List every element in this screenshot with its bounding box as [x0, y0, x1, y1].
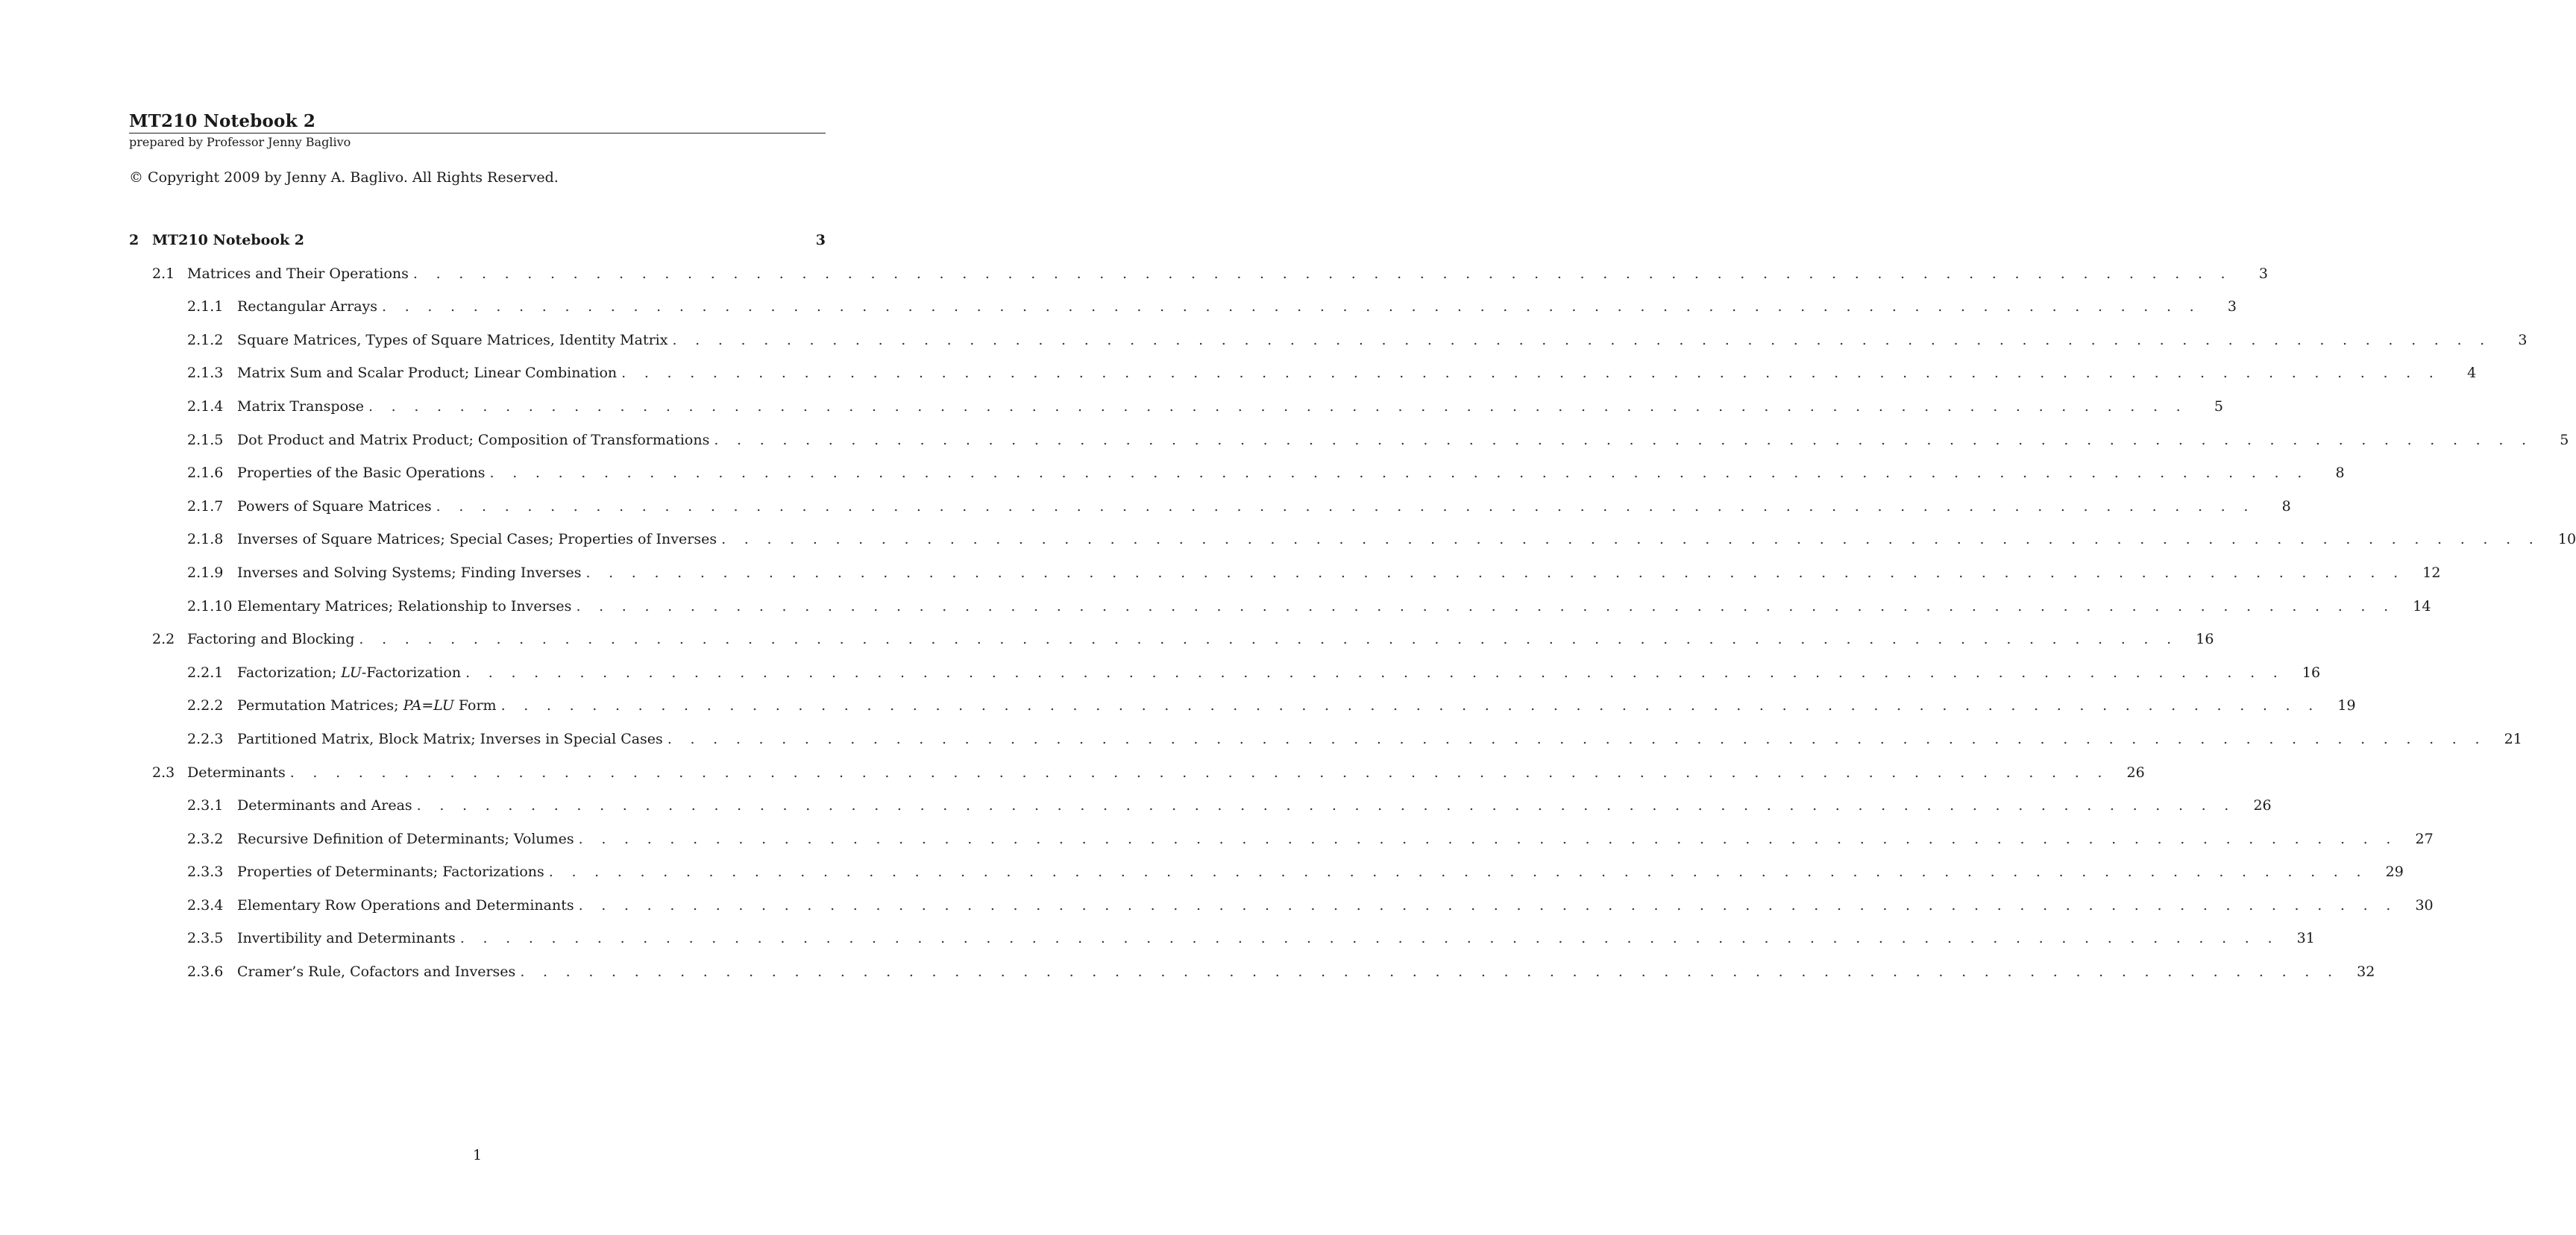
toc-chapter-number: 2 — [129, 232, 139, 248]
toc-leader: . . . . . . . . . . . . . . . . . . . . . . . . . . . . . . . . . . . . . . . . . . . . . . . . . . . . . . . . . . . . . . . . . . . . . . . . . . . . . . . . — [368, 397, 2187, 415]
toc-entry-title-math: LU — [341, 664, 362, 681]
toc-entry-number: 2.1.1 — [187, 298, 224, 315]
toc-entry-number: 2.2 — [152, 631, 175, 648]
toc-entry-title: Elementary Matrices; Relationship to Inverses — [237, 597, 572, 615]
toc-entry-number: 2.1.3 — [187, 365, 224, 382]
toc-entry-number: 2.3.5 — [187, 930, 224, 947]
toc-leader: . . . . . . . . . . . . . . . . . . . . . . . . . . . . . . . . . . . . . . . . . . . . . . . . . . . . . . . . . . . . . . . . . . . . . . . . . . . . . . . . — [578, 896, 2398, 914]
toc-entry-number: 2.3.4 — [187, 896, 224, 914]
toc-entry-number: 2.2.3 — [187, 730, 224, 747]
toc-entry-2-1-7[interactable] — [129, 497, 2291, 532]
toc-entry-title: Determinants and Areas — [237, 797, 412, 814]
toc-entry-title: Matrix Transpose — [237, 397, 364, 415]
page-number: 1 — [472, 1147, 483, 1163]
toc-entry-number: 2.3.3 — [187, 864, 224, 881]
toc-leader: . . . . . . . . . . . . . . . . . . . . . . . . . . . . . . . . . . . . . . . . . . . . . . . . . . . . . . . . . . . . . . . . . . . . . . . . . . . . . . . . — [721, 531, 2541, 548]
toc-entry-number: 2.1.9 — [187, 564, 224, 581]
toc-entry-page: 27 — [2415, 830, 2434, 847]
toc-leader: . . . . . . . . . . . . . . . . . . . . . . . . . . . . . . . . . . . . . . . . . . . . . . . . . . . . . . . . . . . . . . . . . . . . . . . . . . . . . . . . — [585, 564, 2405, 581]
toc-entry-title-math: PA=LU — [403, 697, 454, 714]
toc-entry-title: Properties of Determinants; Factorizations — [237, 864, 544, 881]
toc-entry-2-1-10[interactable] — [129, 597, 2431, 632]
toc-leader: . . . . . . . . . . . . . . . . . . . . . . . . . . . . . . . . . . . . . . . . . . . . . . . . . . . . . . . . . . . . . . . . . . . . . . . . . . . . . . . . — [416, 797, 2236, 814]
toc-entry-page: 26 — [2253, 797, 2272, 814]
toc-entry-title: Matrix Sum and Scalar Product; Linear Combination — [237, 365, 618, 382]
toc-entry-2-3-1[interactable] — [129, 797, 2272, 831]
toc-entry-2-2-2[interactable] — [129, 697, 2356, 731]
toc-entry-2-1-8[interactable] — [129, 531, 2576, 565]
toc-entry-2-3-4[interactable] — [129, 896, 2434, 931]
toc-entry-page: 8 — [2281, 497, 2291, 515]
toc-entry-number: 2.1.8 — [187, 531, 224, 548]
toc-entry-title — [237, 664, 465, 681]
toc-entry-number: 2.3 — [152, 764, 175, 781]
toc-entry-title: Inverses of Square Matrices; Special Cases; Properties of Inverses — [237, 531, 717, 548]
toc-entry-title: Cramer’s Rule, Cofactors and Inverses — [237, 964, 516, 981]
toc-entry-page: 21 — [2504, 730, 2522, 747]
toc-entry-page: 32 — [2357, 964, 2375, 981]
toc-entry-page: 30 — [2415, 896, 2434, 914]
toc-entry-page: 26 — [2126, 764, 2145, 781]
toc-leader: . . . . . . . . . . . . . . . . . . . . . . . . . . . . . . . . . . . . . . . . . . . . . . . . . . . . . . . . . . . . . . . . . . . . . . . . . . . . . . . . — [382, 298, 2202, 315]
toc-leader: . . . . . . . . . . . . . . . . . . . . . . . . . . . . . . . . . . . . . . . . . . . . . . . . . . . . . . . . . . . . . . . . . . . . . . . . . . . . . . . . — [289, 764, 2109, 781]
toc-entry-number: 2.3.6 — [187, 964, 224, 981]
toc-entry-number: 2.3.1 — [187, 797, 224, 814]
toc-entry-page: 5 — [2560, 431, 2569, 448]
toc-entry-2-1-6[interactable] — [129, 465, 2345, 498]
toc-entry-number: 2.2.2 — [187, 697, 224, 714]
toc-entry-page: 10 — [2557, 531, 2576, 548]
toc-leader: . . . . . . . . . . . . . . . . . . . . . . . . . . . . . . . . . . . . . . . . . . . . . . . . . . . . . . . . . . . . . . . . . . . . . . . . . . . . . . . . — [714, 431, 2533, 448]
document-subtitle: prepared by Professor Jenny Baglivo — [129, 135, 351, 149]
toc-entry-number: 2.1 — [152, 265, 175, 282]
toc-entry-title: Properties of the Basic Operations — [237, 465, 486, 482]
document-page — [129, 110, 2576, 997]
toc-entry-title-pre: Factorization; — [237, 664, 342, 681]
toc-entry-title: Square Matrices, Types of Square Matrices, Identity Matrix — [237, 331, 668, 348]
copyright-icon: © — [129, 169, 143, 186]
toc-entry-title: Factoring and Blocking — [187, 631, 355, 648]
toc-entry-2-3-3[interactable] — [129, 864, 2404, 897]
toc-leader: . . . . . . . . . . . . . . . . . . . . . . . . . . . . . . . . . . . . . . . . . . . . . . . . . . . . . . . . . . . . . . . . . . . . . . . . . . . . . . . . — [578, 830, 2398, 847]
toc-leader: . . . . . . . . . . . . . . . . . . . . . . . . . . . . . . . . . . . . . . . . . . . . . . . . . . . . . . . . . . . . . . . . . . . . . . . . . . . . . . . . — [548, 864, 2368, 881]
toc-leader: . . . . . . . . . . . . . . . . . . . . . . . . . . . . . . . . . . . . . . . . . . . . . . . . . . . . . . . . . . . . . . . . . . . . . . . . . . . . . . . . — [621, 365, 2441, 382]
toc-entry-page: 3 — [2227, 298, 2237, 315]
toc-entry-2-1[interactable] — [129, 265, 2268, 299]
toc-entry-title: Inverses and Solving Systems; Finding Inverses — [237, 564, 582, 581]
table-of-contents — [129, 232, 2576, 997]
toc-leader: . . . . . . . . . . . . . . . . . . . . . . . . . . . . . . . . . . . . . . . . . . . . . . . . . . . . . . . . . . . . . . . . . . . . . . . . . . . . . . . . — [412, 265, 2232, 282]
toc-entry-title: Powers of Square Matrices — [237, 497, 432, 515]
toc-entry-title: Rectangular Arrays — [237, 298, 378, 315]
toc-entry-title-pre: Permutation Matrices; — [237, 697, 403, 714]
copyright-notice — [129, 168, 826, 187]
toc-entry-page: 3 — [2258, 265, 2268, 282]
toc-entry-number: 2.1.4 — [187, 397, 224, 415]
toc-entry-number: 2.1.5 — [187, 431, 224, 448]
toc-entry-page: 5 — [2214, 397, 2223, 415]
toc-entry-title: Elementary Row Operations and Determinants — [237, 896, 574, 914]
toc-entry-title: Matrices and Their Operations — [187, 265, 409, 282]
toc-entry-title: Dot Product and Matrix Product; Composition of Transformations — [237, 431, 710, 448]
toc-entry-page: 3 — [2518, 331, 2528, 348]
toc-entry-title — [237, 697, 501, 714]
toc-entry-page: 19 — [2337, 697, 2356, 714]
toc-entry-page: 8 — [2335, 465, 2345, 482]
toc-leader: . . . . . . . . . . . . . . . . . . . . . . . . . . . . . . . . . . . . . . . . . . . . . . . . . . . . . . . . . . . . . . . . . . . . . . . . . . . . . . . . — [359, 631, 2178, 648]
toc-entry-page: 16 — [2302, 664, 2321, 681]
toc-entry-2-1-9[interactable] — [129, 564, 2441, 598]
toc-entry-page: 14 — [2413, 597, 2431, 615]
toc-entry-title: Determinants — [187, 764, 286, 781]
toc-entry-page: 4 — [2467, 365, 2477, 382]
toc-entry-number: 2.1.10 — [187, 597, 233, 615]
toc-entry-2-2-3[interactable] — [129, 730, 2522, 764]
toc-leader: . . . . . . . . . . . . . . . . . . . . . . . . . . . . . . . . . . . . . . . . . . . . . . . . . . . . . . . . . . . . . . . . . . . . . . . . . . . . . . . . — [576, 597, 2396, 615]
toc-entry-2-2-1[interactable] — [129, 664, 2321, 698]
toc-entry-number: 2.1.7 — [187, 497, 224, 515]
toc-entries — [129, 265, 2576, 997]
toc-entry-2-2[interactable] — [129, 631, 2214, 664]
toc-entry-number: 2.2.1 — [187, 664, 224, 681]
toc-entry-2-1-5[interactable] — [129, 431, 2569, 465]
toc-leader: . . . . . . . . . . . . . . . . . . . . . . . . . . . . . . . . . . . . . . . . . . . . . . . . . . . . . . . . . . . . . . . . . . . . . . . . . . . . . . . . — [667, 730, 2487, 747]
toc-entry-2-1-1[interactable] — [129, 298, 2237, 332]
toc-entry-2-3-2[interactable] — [129, 830, 2434, 864]
toc-entry-2-3-6[interactable] — [129, 964, 2375, 997]
toc-chapter[interactable] — [129, 232, 826, 265]
toc-entry-2-1-2[interactable] — [129, 331, 2528, 365]
toc-entry-page: 29 — [2385, 864, 2404, 881]
toc-entry-page: 31 — [2296, 930, 2315, 947]
toc-entry-number: 2.1.2 — [187, 331, 224, 348]
toc-entry-title-post: -Factorization — [361, 664, 462, 681]
document-title: MT210 Notebook 2 — [129, 111, 316, 131]
toc-entry-2-3-5[interactable] — [129, 930, 2315, 964]
toc-leader: . . . . . . . . . . . . . . . . . . . . . . . . . . . . . . . . . . . . . . . . . . . . . . . . . . . . . . . . . . . . . . . . . . . . . . . . . . . . . . . . — [459, 930, 2279, 947]
toc-entry-title: Invertibility and Determinants — [237, 930, 456, 947]
toc-leader: . . . . . . . . . . . . . . . . . . . . . . . . . . . . . . . . . . . . . . . . . . . . . . . . . . . . . . . . . . . . . . . . . . . . . . . . . . . . . . . . — [500, 697, 2320, 714]
toc-entry-page: 16 — [2196, 631, 2214, 648]
toc-leader: . . . . . . . . . . . . . . . . . . . . . . . . . . . . . . . . . . . . . . . . . . . . . . . . . . . . . . . . . . . . . . . . . . . . . . . . . . . . . . . . — [465, 664, 2285, 681]
toc-entry-title: Recursive Definition of Determinants; Volumes — [237, 830, 574, 847]
toc-entry-number: 2.3.2 — [187, 830, 224, 847]
toc-entry-page: 12 — [2422, 564, 2441, 581]
toc-chapter-page: 3 — [815, 232, 826, 248]
toc-entry-2-1-4[interactable] — [129, 397, 2223, 432]
toc-leader: . . . . . . . . . . . . . . . . . . . . . . . . . . . . . . . . . . . . . . . . . . . . . . . . . . . . . . . . . . . . . . . . . . . . . . . . . . . . . . . . — [436, 497, 2255, 515]
toc-entry-2-1-3[interactable] — [129, 365, 2477, 398]
toc-chapter-title: MT210 Notebook 2 — [152, 232, 304, 248]
copyright-text: Copyright 2009 by Jenny A. Baglivo. All Rights Reserved. — [148, 169, 559, 186]
toc-entry-number: 2.1.6 — [187, 465, 224, 482]
toc-leader: . . . . . . . . . . . . . . . . . . . . . . . . . . . . . . . . . . . . . . . . . . . . . . . . . . . . . . . . . . . . . . . . . . . . . . . . . . . . . . . . — [489, 465, 2309, 482]
toc-entry-title: Partitioned Matrix, Block Matrix; Inverses in Special Cases — [237, 730, 663, 747]
toc-entry-title-post: Form — [453, 697, 497, 714]
toc-leader: . . . . . . . . . . . . . . . . . . . . . . . . . . . . . . . . . . . . . . . . . . . . . . . . . . . . . . . . . . . . . . . . . . . . . . . . . . . . . . . . — [672, 331, 2492, 348]
toc-entry-2-3[interactable] — [129, 764, 2145, 798]
toc-leader: . . . . . . . . . . . . . . . . . . . . . . . . . . . . . . . . . . . . . . . . . . . . . . . . . . . . . . . . . . . . . . . . . . . . . . . . . . . . . . . . — [520, 964, 2340, 981]
